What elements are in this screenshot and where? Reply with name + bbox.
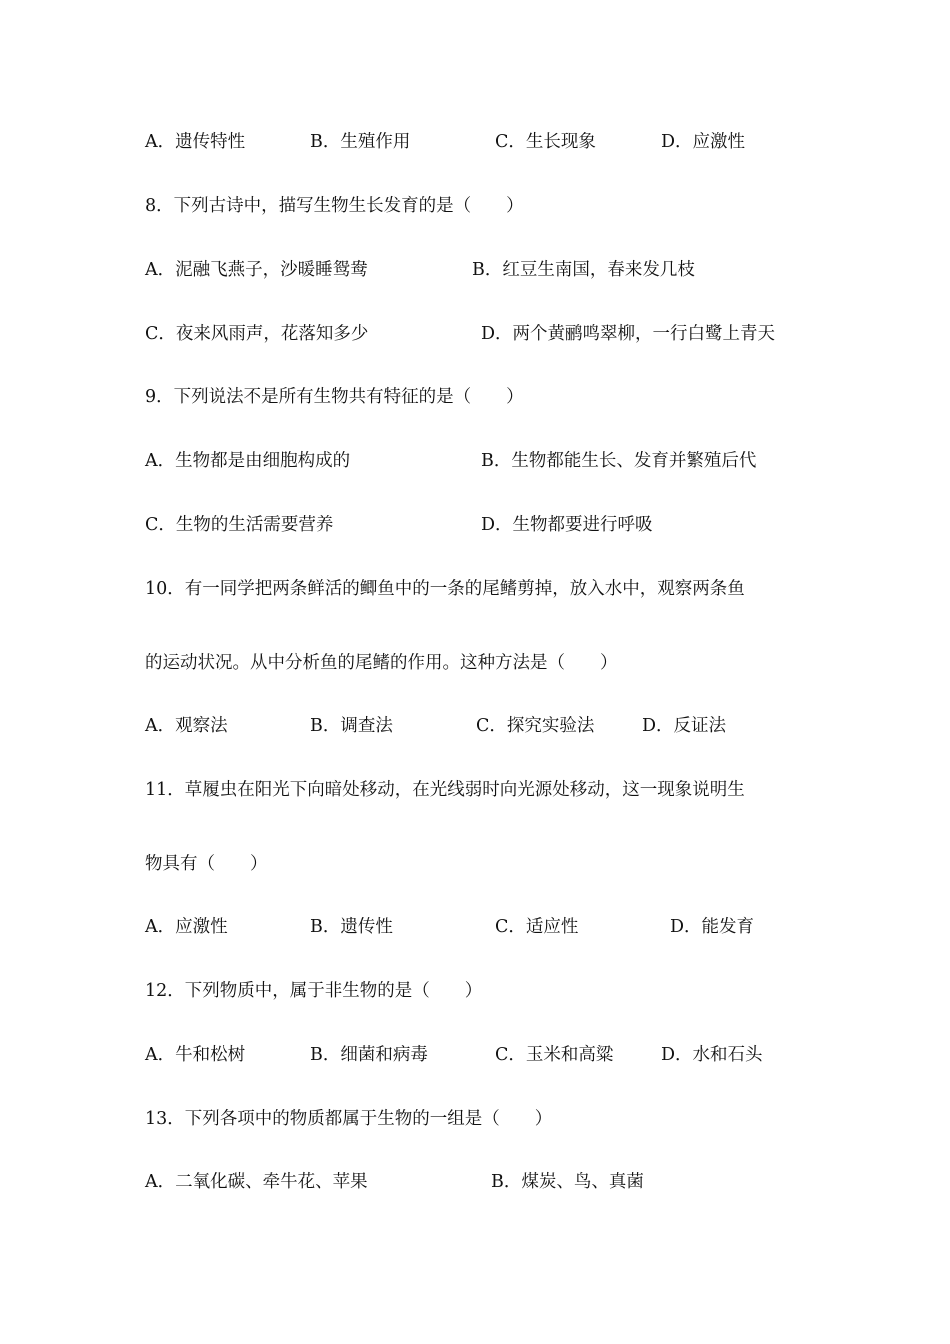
q12-stem: 12．下列物质中，属于非生物的是（ ） <box>145 981 483 1001</box>
q12-option-d: D．水和石头 <box>661 1045 763 1065</box>
q12-option-a: A．牛和松树 <box>145 1045 246 1065</box>
q8-stem: 8．下列古诗中，描写生物生长发育的是（ ） <box>145 196 524 216</box>
q10-stem-line-1: 10．有一同学把两条鲜活的鲫鱼中的一条的尾鳍剪掉，放入水中，观察两条鱼 <box>145 579 745 599</box>
q12-option-c: C．玉米和高粱 <box>495 1045 614 1065</box>
q7-option-a: A．遗传特性 <box>145 132 246 152</box>
q9-stem: 9．下列说法不是所有生物共有特征的是（ ） <box>145 387 524 407</box>
q12-option-b: B．细菌和病毒 <box>310 1045 428 1065</box>
q10-option-a: A．观察法 <box>145 716 228 736</box>
q8-option-d: D．两个黄鹂鸣翠柳，一行白鹭上青天 <box>481 324 776 344</box>
q11-option-c: C．适应性 <box>495 917 579 937</box>
q11-option-d: D．能发育 <box>670 917 755 937</box>
q9-option-a: A．生物都是由细胞构成的 <box>145 451 351 471</box>
q7-option-b: B．生殖作用 <box>310 132 411 152</box>
q10-option-d: D．反证法 <box>642 716 727 736</box>
q9-option-d: D．生物都要进行呼吸 <box>481 515 653 535</box>
q8-option-b: B．红豆生南国，春来发几枝 <box>472 260 695 280</box>
q13-option-b: B．煤炭、鸟、真菌 <box>491 1172 644 1192</box>
q7-option-c: C．生长现象 <box>495 132 596 152</box>
q10-stem-line-2: 的运动状况。从中分析鱼的尾鳍的作用。这种方法是（ ） <box>145 653 618 673</box>
q9-option-b: B．生物都能生长、发育并繁殖后代 <box>481 451 757 471</box>
q8-option-c: C．夜来风雨声，花落知多少 <box>145 324 369 344</box>
q10-option-b: B．调查法 <box>310 716 393 736</box>
q13-stem: 13．下列各项中的物质都属于生物的一组是（ ） <box>145 1109 553 1129</box>
q11-stem-line-2: 物具有（ ） <box>145 854 268 874</box>
q13-option-a: A．二氧化碳、牵牛花、苹果 <box>145 1172 368 1192</box>
q9-option-c: C．生物的生活需要营养 <box>145 515 334 535</box>
q11-option-a: A．应激性 <box>145 917 228 937</box>
q11-option-b: B．遗传性 <box>310 917 393 937</box>
q7-option-d: D．应激性 <box>661 132 746 152</box>
q11-stem-line-1: 11．草履虫在阳光下向暗处移动，在光线弱时向光源处移动，这一现象说明生 <box>145 780 745 800</box>
q10-option-c: C．探究实验法 <box>476 716 595 736</box>
q8-option-a: A．泥融飞燕子，沙暖睡鸳鸯 <box>145 260 368 280</box>
